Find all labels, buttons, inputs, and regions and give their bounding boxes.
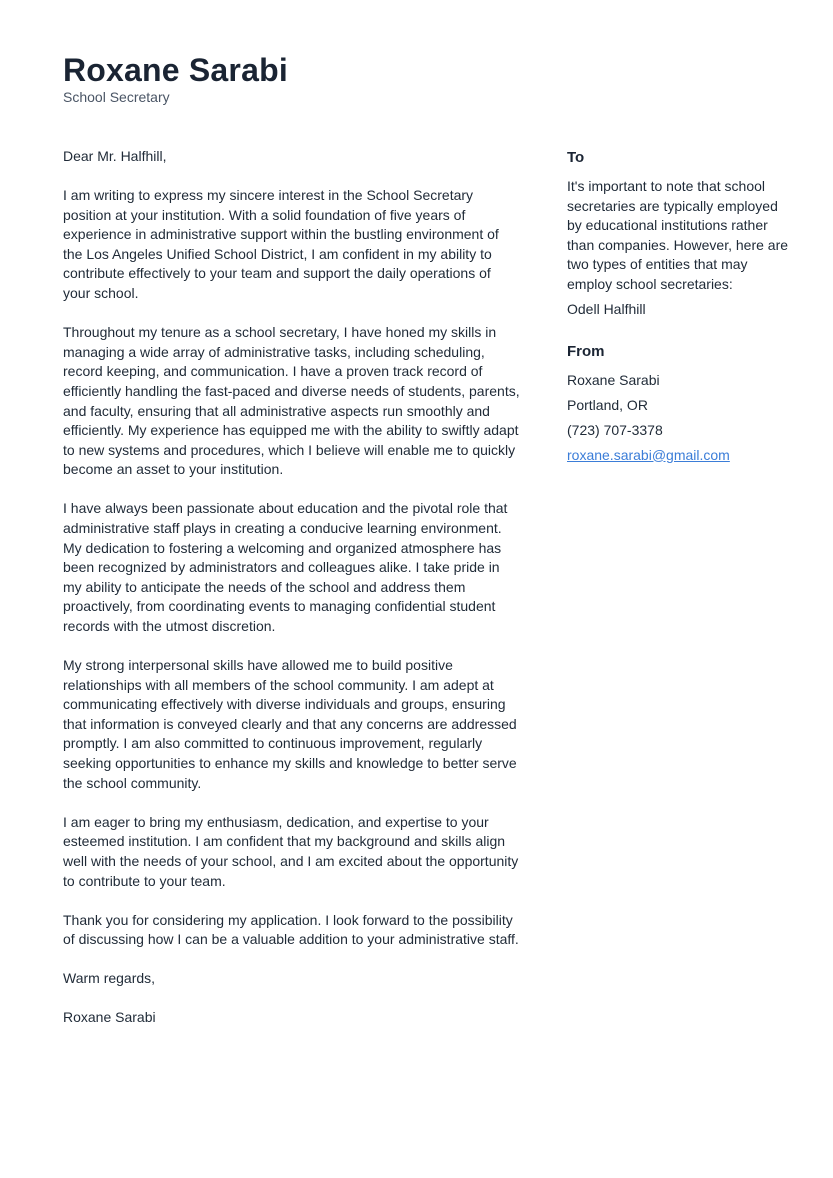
salutation: Dear Mr. Halfhill, <box>63 148 167 164</box>
signature: Roxane Sarabi <box>63 1009 156 1026</box>
paragraph-3: I have always been passionate about education and the pivotal role that administrative staff plays in creating a conducive learning environment. My dedication to fostering a welcoming and organized atmosphere has been recognized by administrators and colleagues alike. I take pride in my ability to anticipate the needs of the school and address them proactively, from coordinating events to managing confidential student records with the utmost discretion. <box>63 500 508 634</box>
to-heading: To <box>567 149 585 166</box>
sender-role: School Secretary <box>63 89 170 105</box>
paragraph-5: I am eager to bring my enthusiasm, dedication, and expertise to your esteemed institution. I am confident that my background and skills align well with the needs of your school, and I am excited about the opportunity to contribute to your team. <box>63 813 519 889</box>
paragraph-1: I am writing to express my sincere interest in the School Secretary position at your institution. With a solid foundation of five years of experience in administrative support within the bustling environment of the Los Angeles Unified School District, I am confident in my ability to contribute effectively to your team and support the daily operations of your school. <box>63 187 499 302</box>
sender-name: Roxane Sarabi <box>63 52 288 88</box>
paragraph-4: My strong interpersonal skills have allowed me to build positive relationships with all members of the school community. I am adept at communicating effectively with diverse individuals and groups, ensuring that information is conveyed clearly and that any concerns are addressed promptly. I am also committed to continuous improvement, regularly seeking opportunities to enhance my skills and knowledge to better serve the school community. <box>63 657 517 791</box>
sender-phone: (723) 707-3378 <box>567 421 663 438</box>
sender-location: Portland, OR <box>567 396 648 413</box>
recipient-note: It's important to note that school secretaries are typically employed by educational institutions rather than companies. However, here are two types of entities that may employ school secretaries: <box>567 178 789 292</box>
sender-email-link[interactable]: roxane.sarabi@gmail.com <box>567 446 730 463</box>
closing: Warm regards, <box>63 970 156 987</box>
from-heading: From <box>567 342 605 360</box>
letter-body <box>63 147 521 1047</box>
letter-header <box>63 52 288 106</box>
paragraph-6: Thank you for considering my application. I look forward to the possibility of discussing how I can be a valuable addition to your administrative staff. <box>63 911 519 948</box>
recipient-name: Odell Halfhill <box>567 301 646 317</box>
paragraph-2: Throughout my tenure as a school secretary, I have honed my skills in managing a wide array of administrative tasks, including scheduling, record keeping, and communication. I have a proven track record of efficiently handling the fast-paced and diverse needs of students, parents, and faculty, ensuring that all administrative aspects run smoothly and efficiently. My experience has equipped me with the ability to swiftly adapt to new systems and procedures, which I believe will enable me to quickly become an asset to your institution. <box>63 324 520 478</box>
sender-contact-name: Roxane Sarabi <box>567 371 660 388</box>
sidebar <box>567 148 792 471</box>
